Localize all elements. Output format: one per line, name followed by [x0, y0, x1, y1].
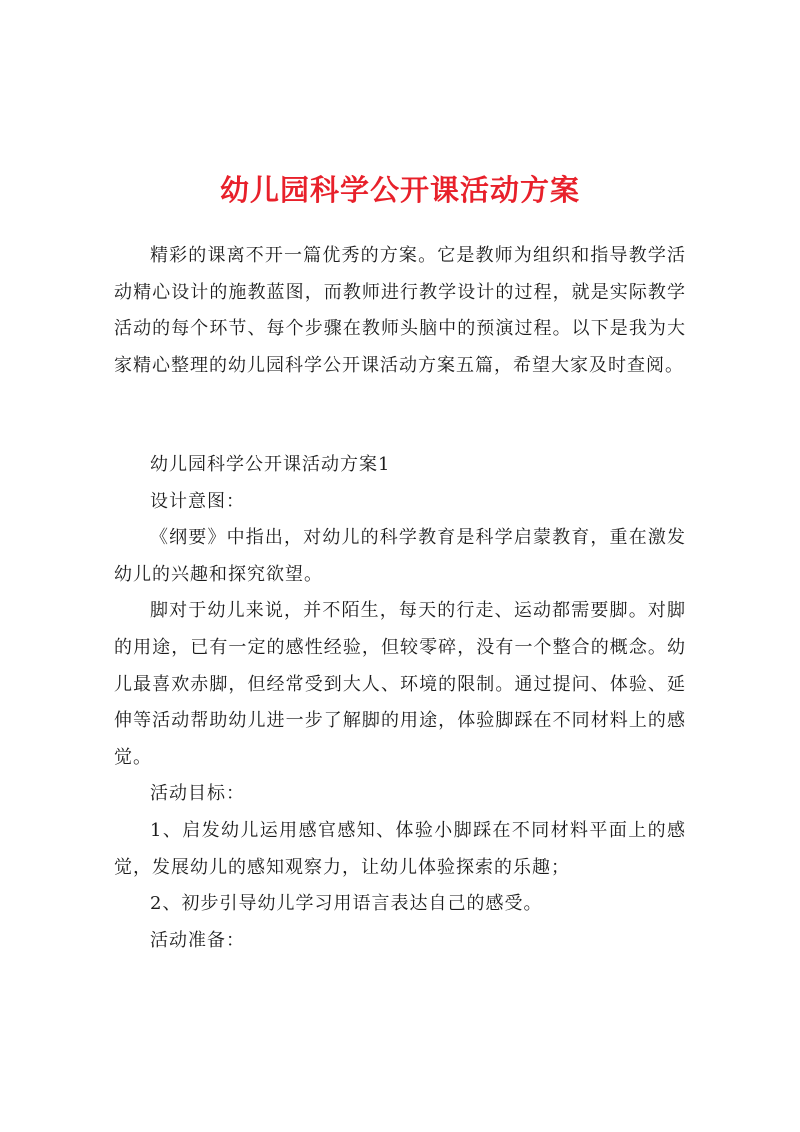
document-title: 幼儿园科学公开课活动方案 [219, 173, 580, 207]
paragraph-guideline: 《纲要》中指出，对幼儿的科学教育是科学启蒙教育，重在激发幼儿的兴趣和探究欲望。 [114, 527, 686, 585]
goal-item-2: 2、初步引导幼儿学习用语言表达自己的感受。 [150, 893, 543, 915]
section-heading: 幼儿园科学公开课活动方案1 [150, 454, 391, 475]
section-1-block [114, 447, 686, 959]
activity-prep-label: 活动准备： [150, 929, 245, 951]
activity-goals-label: 活动目标： [150, 783, 245, 805]
intro-paragraph: 精彩的课离不开一篇优秀的方案。它是教师为组织和指导教学活动精心设计的施教蓝图，而教师进行教学设计的过程，就是实际教学活动的每个环节、每个步骤在教师头脑中的预演过程。以下是我为大家精心整理的幼儿园科学公开课活动方案五篇，希望大家及时查阅。 [114, 245, 686, 376]
intro-block [114, 238, 686, 384]
goal-item-1: 1、启发幼儿运用感官感知、体验小脚踩在不同材料平面上的感觉，发展幼儿的感知观察力，让幼儿体验探索的乐趣； [114, 819, 686, 878]
paragraph-feet: 脚对于幼儿来说，并不陌生，每天的行走、运动都需要脚。对脚的用途，已有一定的感性经验，但较零碎，没有一个整合的概念。幼儿最喜欢赤脚，但经常受到大人、环境的限制。通过提问、体验、延伸等活动帮助幼儿进一步了解脚的用途，体验脚踩在不同材料上的感觉。 [114, 600, 686, 768]
design-intent-label: 设计意图： [150, 490, 245, 512]
